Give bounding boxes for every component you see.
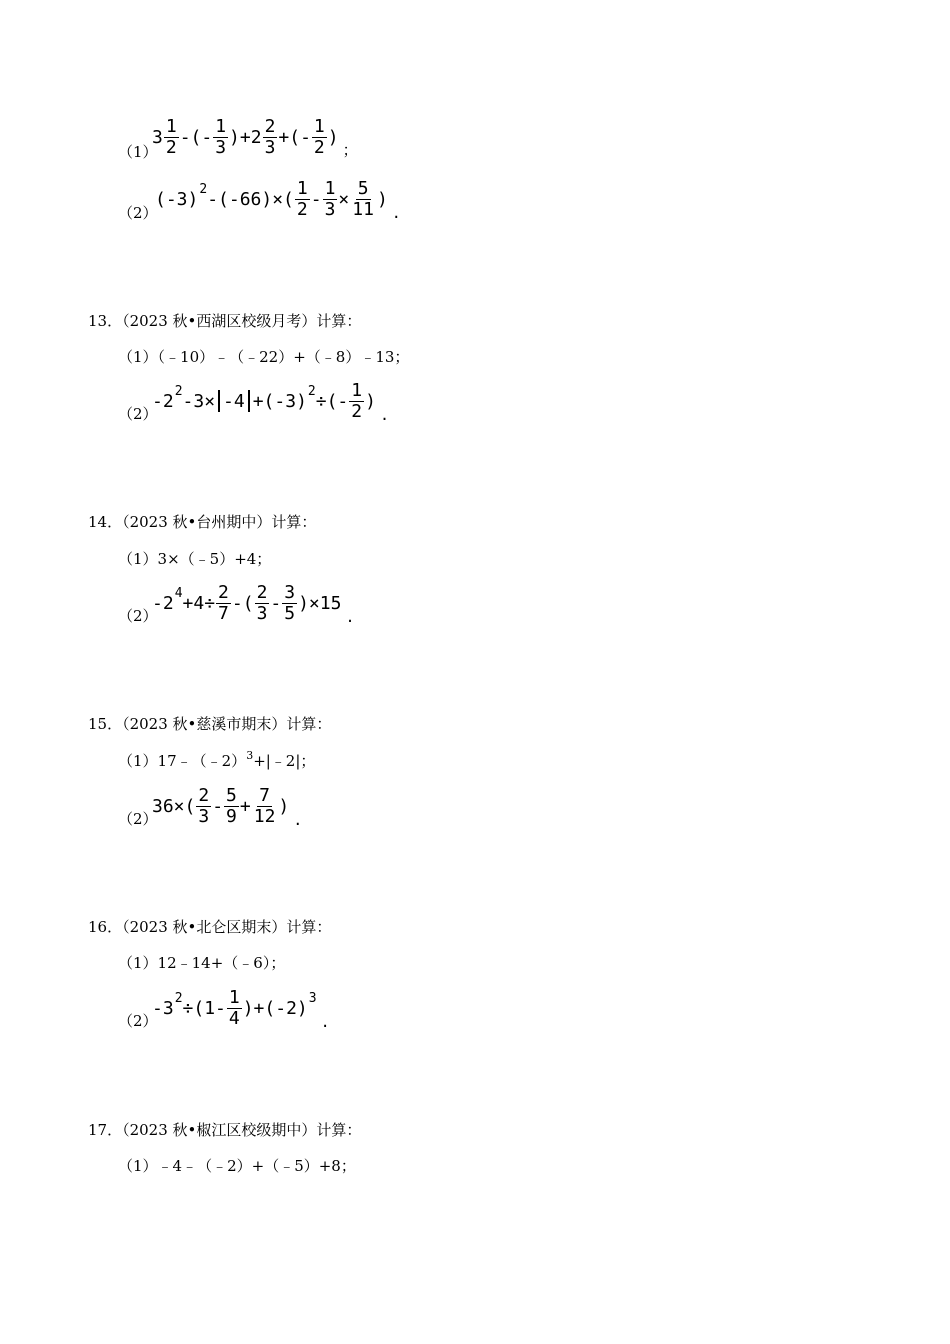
p16-title: 16．（2023 秋•北仑区期末）计算： <box>88 918 332 936</box>
fraction: $\frac{2}{3}$ <box>264 115 276 158</box>
p16-part2-label: （2） <box>118 1012 158 1030</box>
p13-part1: （1）（﹣10）﹣（﹣22）+（﹣8）﹣13； <box>118 348 410 366</box>
fraction: $\frac{1}{2}$ <box>165 115 177 158</box>
p12-part1-label: （1） <box>118 143 158 161</box>
p17-part1: （1）﹣4﹣（﹣2）+（﹣5）+8； <box>118 1157 356 1175</box>
p14-title: 14．（2023 秋•台州期中）计算： <box>88 513 317 531</box>
fraction: $\frac{1}{2}$ <box>351 379 363 422</box>
p14-part2-expression: -2 4 +4÷ $\frac{2}{7}$ -( $\frac{2}{3}$ - $\frac{3}{5}$ )×15 . <box>152 581 355 626</box>
fraction: $\frac{5}{9}$ <box>226 784 237 827</box>
fraction: $\frac{2}{3}$ <box>198 784 210 827</box>
fraction: $\frac{1}{3}$ <box>215 115 227 158</box>
p13-title: 13．（2023 秋•西湖区校级月考）计算： <box>88 312 362 330</box>
fraction: $\frac{5}{11}$ <box>352 177 374 220</box>
p13-part2-label: （2） <box>118 405 158 423</box>
p15-part2-label: （2） <box>118 810 158 828</box>
fraction: $\frac{7}{12}$ <box>253 784 276 827</box>
p16-part1: （1）12﹣14+（﹣6）； <box>118 954 286 972</box>
p13-part2-expression: -2 2 -3× -4 +(-3) 2 ÷(- $\frac{1}{2}$ ) . <box>152 379 389 424</box>
p15-part1: （1）17﹣（﹣2）$^3$+|﹣2|； <box>118 749 316 770</box>
p12-part1-expression: 3 $\frac{1}{2}$ -(- $\frac{1}{3}$ )+2 $\frac{2}{3}$ +(- $\frac{1}{2}$ ) ； <box>152 115 358 159</box>
fraction: $\frac{1}{4}$ <box>228 986 240 1029</box>
p17-title: 17．（2023 秋•椒江区校级期中）计算： <box>88 1121 362 1139</box>
absolute-bar <box>218 390 220 412</box>
p12-part2-expression: (-3) 2 -(-66)×( $\frac{1}{2}$ - $\frac{1}{3}$ × $\frac{5}{11}$ ) . <box>155 177 401 222</box>
p12-part2-label: （2） <box>118 204 158 222</box>
fraction: $\frac{1}{3}$ <box>324 177 336 220</box>
p14-part1: （1）3×（﹣5）+4； <box>118 550 272 568</box>
fraction: $\frac{1}{2}$ <box>313 115 325 158</box>
p16-part2-expression: -3 2 ÷(1- $\frac{1}{4}$ )+(-2) 3 . <box>152 986 330 1031</box>
p15-part2-expression: 36×( $\frac{2}{3}$ - $\frac{5}{9}$ + $\frac{7}{12}$ ) . <box>152 784 303 829</box>
fraction: $\frac{2}{7}$ <box>218 581 229 624</box>
fraction: $\frac{1}{2}$ <box>296 177 308 220</box>
p15-title: 15．（2023 秋•慈溪市期末）计算： <box>88 715 332 733</box>
p14-part2-label: （2） <box>118 607 158 625</box>
absolute-bar <box>248 390 250 412</box>
fraction: $\frac{2}{3}$ <box>256 581 268 624</box>
fraction: $\frac{3}{5}$ <box>284 581 296 624</box>
